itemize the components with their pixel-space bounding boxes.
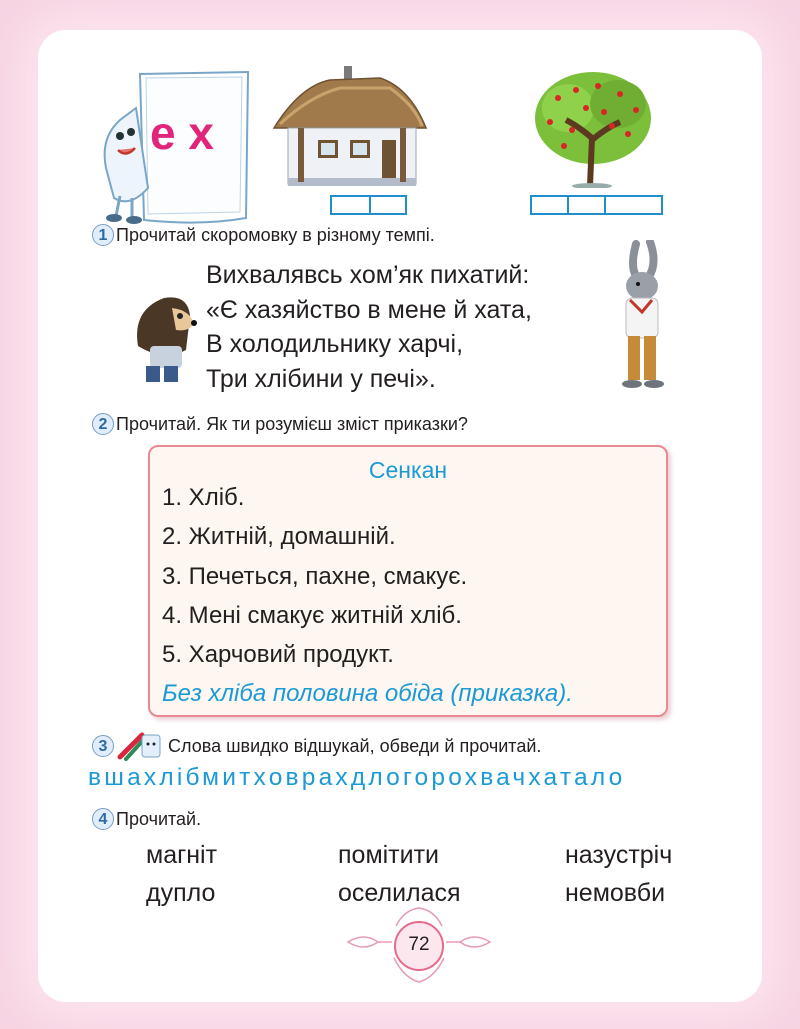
task-number-badge: 1 (92, 224, 114, 246)
poem-line: Три хлібини у печі». (206, 364, 436, 393)
proverb: Без хліба половина обіда (приказка). (162, 680, 573, 707)
task-3-text: Слова швидко відшукай, обведи й прочитай. (168, 735, 542, 756)
word: оселилася (338, 879, 461, 907)
task-2-text: Прочитай. Як ти розумієш зміст приказки? (116, 413, 468, 434)
pencil-icon (116, 731, 162, 761)
task-number-badge: 2 (92, 413, 114, 435)
page-number-ornament (344, 906, 494, 986)
cinquain-title: Сенкан (368, 457, 448, 483)
poem-line: Вихвалявсь хом’як пихатий: (206, 261, 530, 289)
cinquain-frame (148, 445, 668, 717)
word: дупло (146, 879, 216, 907)
word: немовби (565, 879, 666, 907)
task-number-badge: 4 (92, 808, 114, 830)
cherry-tree-illustration (528, 68, 658, 188)
task-1-text: Прочитай скоромовку в різному темпі. (116, 224, 435, 245)
task-2-instruction (92, 413, 468, 435)
task-4-text: Прочитай. (116, 808, 202, 829)
letter-card (100, 68, 250, 228)
cinquain-line: 4. Мені смакує житній хліб. (162, 602, 462, 629)
cinquain-line: 2. Житній, домашній. (162, 523, 396, 550)
poem-line: В холодильнику харчі, (206, 330, 464, 358)
word: магніт (146, 841, 218, 869)
hedgehog-illustration (128, 290, 200, 391)
task-3-instruction (92, 731, 541, 761)
sound-scheme-hut (330, 195, 407, 215)
task-1-instruction (92, 224, 435, 246)
letter-card-letters: е х (150, 107, 214, 159)
rabbit-illustration (606, 240, 676, 395)
word: назустріч (565, 841, 673, 869)
hut-illustration (270, 66, 430, 190)
sound-scheme-tree (530, 195, 663, 215)
cinquain-line: 5. Харчовий продукт. (162, 641, 394, 668)
cinquain-line: 3. Печеться, пахне, смакує. (162, 563, 468, 590)
word: помітити (338, 841, 440, 869)
task-4-instruction (92, 808, 201, 830)
letter-string: вшахлібмитховрахдлогорохвачхатало (88, 764, 626, 791)
task-number-badge: 3 (92, 735, 114, 757)
poem-line: «Є хазяйство в мене й хата, (206, 295, 532, 324)
tongue-twister-poem (206, 258, 532, 396)
cinquain-line: 1. Хліб. (162, 484, 245, 511)
page-number: 72 (408, 934, 430, 955)
